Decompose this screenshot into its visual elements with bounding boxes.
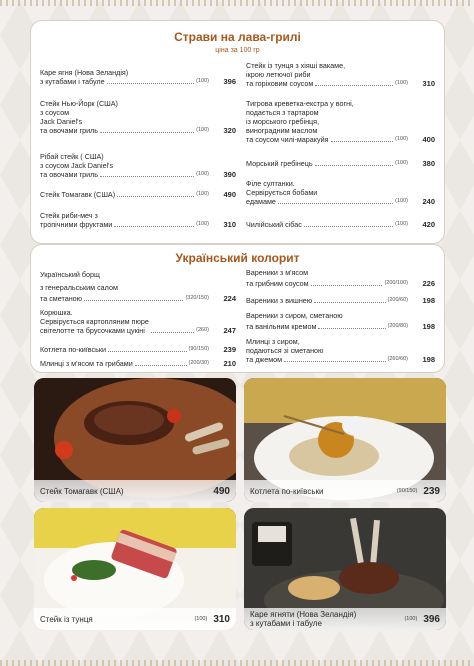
dot-leader [114, 226, 194, 227]
item-name-last: Чилійський сібас [246, 220, 302, 229]
item-price: 224 [223, 294, 236, 303]
item-price: 420 [422, 220, 435, 229]
item-name: Стейк риби-меч з [40, 211, 98, 220]
item-name-last: та сметаною [40, 294, 83, 303]
menu-item [40, 190, 236, 199]
menu-item [40, 345, 236, 354]
item-price: 210 [223, 359, 236, 368]
item-weight: (90/150) [188, 346, 209, 352]
menu-item [246, 267, 435, 288]
caption-price: 310 [213, 613, 230, 625]
dot-leader [117, 196, 194, 197]
item-price: 400 [422, 135, 435, 144]
caption-weight: (90/150) [396, 487, 418, 494]
item-price: 396 [223, 77, 236, 86]
menu-item [246, 337, 435, 364]
item-weight: (200/80) [387, 323, 408, 329]
menu-item [246, 296, 435, 305]
photo-caption [34, 480, 236, 502]
menu-item [246, 220, 435, 229]
section-title: Український колорит [175, 251, 300, 265]
photo-tuna-steak [34, 508, 236, 630]
item-name: Каре ягня (Нова Зеландія) [40, 68, 129, 77]
item-weight: (200/30) [188, 360, 209, 366]
item-price: 198 [422, 296, 435, 305]
caption-name: Котлета по-київськи [250, 486, 324, 496]
item-name-last: та ванільним кремом [246, 322, 317, 331]
section-title: Страви на лава-грилі [174, 30, 301, 44]
dot-leader [151, 332, 194, 333]
menu-item [40, 308, 236, 335]
item-price: 226 [422, 279, 435, 288]
menu-item [246, 61, 435, 88]
caption-name: Каре ягняти (Нова Зеландія) з кутабами і табуле [250, 610, 357, 628]
dot-leader [100, 132, 194, 133]
photo-caption [244, 608, 446, 630]
dot-leader [315, 165, 394, 166]
item-weight: (260/60) [387, 356, 408, 362]
item-price: 198 [422, 322, 435, 331]
top-border [0, 0, 474, 6]
item-name-last: Морський гребінець [246, 159, 313, 168]
item-name: Тигрова креветка-екстра у вогні, подається з тартаром із морського гребінця, виноградним маслом [246, 99, 354, 135]
item-name: Стейк Нью-Йорк (США) з соусом Jack Daniel's [40, 99, 118, 126]
item-name-last: Котлета по-київськи [40, 345, 106, 354]
item-weight: (200/100) [384, 280, 408, 286]
dot-leader [311, 285, 383, 286]
dot-leader [108, 351, 187, 352]
dot-leader [331, 141, 394, 142]
dot-leader [315, 85, 393, 86]
item-name: Вареники з сиром, сметаною [246, 311, 343, 320]
item-price: 239 [223, 345, 236, 354]
item-weight: (200/60) [387, 297, 408, 303]
caption-price: 396 [423, 613, 440, 625]
item-weight: (100) [196, 191, 209, 197]
item-price: 247 [223, 326, 236, 335]
caption-weight: (100) [404, 615, 418, 622]
menu-item [246, 179, 435, 206]
item-weight: (100) [395, 221, 408, 227]
item-name-last: та грибним соусом [246, 279, 309, 288]
photo-caption [244, 480, 446, 502]
item-weight: (100) [196, 78, 209, 84]
item-price: 240 [422, 197, 435, 206]
menu-item [246, 309, 435, 331]
photo-kyiv-cutlet [244, 378, 446, 502]
menu-item [246, 99, 435, 144]
item-price: 490 [223, 190, 236, 199]
dot-leader [84, 300, 183, 301]
caption-price: 490 [213, 485, 230, 497]
item-price: 198 [422, 355, 435, 364]
caption-name: Стейк із тунця [40, 614, 93, 624]
item-name-last: та овочами гриль [40, 126, 99, 135]
item-weight: (260) [196, 327, 209, 333]
dot-leader [135, 365, 187, 366]
bottom-border [0, 660, 474, 666]
dot-leader [284, 361, 385, 362]
item-weight: (100) [395, 80, 408, 86]
caption-weight: (100) [194, 615, 208, 622]
grill-section [30, 20, 445, 244]
menu-item [40, 359, 236, 368]
dot-leader [318, 328, 385, 329]
item-price: 390 [223, 170, 236, 179]
item-weight: (100) [196, 127, 209, 133]
item-name-last: едамаме [246, 197, 276, 206]
item-name: Український борщ з генеральським салом [40, 270, 118, 292]
item-name-last: Вареники з вишнею [246, 296, 313, 305]
item-weight: (100) [395, 136, 408, 142]
item-name-last: Стейк Томагавк (США) [40, 190, 116, 199]
item-name-last: тропічними фруктами [40, 220, 113, 229]
item-price: 310 [223, 220, 236, 229]
item-weight: (320/150) [185, 295, 209, 301]
item-weight: (100) [395, 198, 408, 204]
menu-item [40, 68, 236, 86]
dot-leader [100, 176, 194, 177]
menu-item [40, 152, 236, 179]
item-name-last: та джемом [246, 355, 283, 364]
item-price: 320 [223, 126, 236, 135]
item-name: Рібай стейк ( США) з соусом Jack Daniel's [40, 152, 114, 170]
photo-lamb-rack [244, 508, 446, 630]
menu-item [246, 159, 435, 168]
item-name: Корюшка. Сервірується картопляним пюре світелотте та брусочками цукіні [40, 308, 149, 335]
section-subtitle: ціна за 100 гр [215, 47, 260, 54]
item-name: Млинці з сиром, подаються зі сметаною [246, 337, 324, 355]
menu-item [40, 211, 236, 229]
menu-item [40, 268, 236, 303]
item-name: Стейк із тунця з хіяші вакаме, ікрою летючої риби [246, 61, 346, 79]
dot-leader [107, 83, 195, 84]
item-name-last: та горіховим соусом [246, 79, 314, 88]
dot-leader [304, 226, 393, 227]
dot-leader [314, 302, 385, 303]
item-name-last: та овочами гриль [40, 170, 99, 179]
caption-price: 239 [423, 485, 440, 497]
photo-caption [34, 608, 236, 630]
dot-leader [278, 203, 393, 204]
item-weight: (100) [395, 160, 408, 166]
item-weight: (100) [196, 221, 209, 227]
photo-tomahawk-steak [34, 378, 236, 502]
item-price: 310 [422, 79, 435, 88]
ukrainian-section [30, 244, 445, 373]
item-name-last: з кутабами і табуле [40, 77, 105, 86]
menu-item [40, 99, 236, 135]
item-name-last: Млинці з м'ясом та грибами [40, 359, 133, 368]
item-name-last: та соусом чилі-маракуйя [246, 135, 329, 144]
item-name: Філе султанки. Сервірується бобами [246, 179, 318, 197]
item-name: Вареники з м'ясом [246, 268, 309, 277]
caption-name: Стейк Томагавк (США) [40, 486, 124, 496]
item-price: 380 [422, 159, 435, 168]
item-weight: (100) [196, 171, 209, 177]
